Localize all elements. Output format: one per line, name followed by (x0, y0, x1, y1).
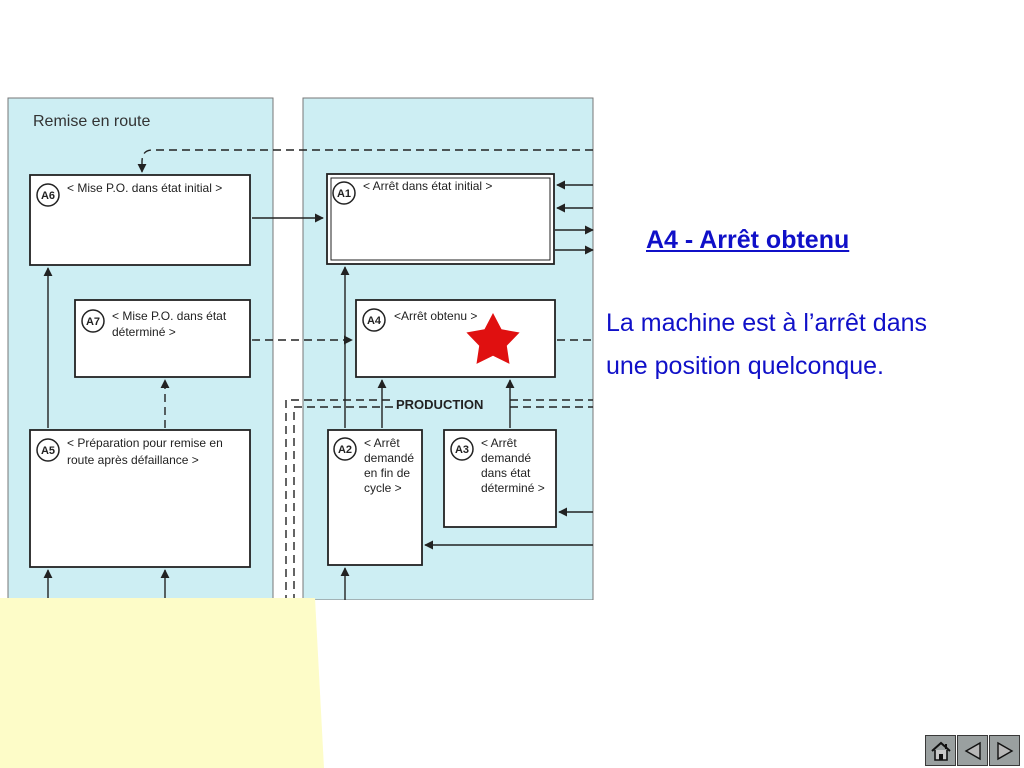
group-title-restart: Remise en route (33, 113, 151, 130)
badge-a6 (37, 184, 59, 206)
svg-text:A7: A7 (85, 316, 101, 328)
next-slide-button[interactable] (989, 735, 1020, 766)
box-a3-label: dans état (481, 466, 531, 480)
box-a6-label: < Mise P.O. dans état initial > (67, 181, 223, 195)
box-a2-label: cycle > (364, 481, 402, 495)
home-icon (929, 740, 953, 762)
svg-text:A1: A1 (336, 188, 352, 200)
box-a3-label: déterminé > (481, 481, 545, 495)
box-a7-label: < Mise P.O. dans état (112, 309, 227, 323)
badge-a4 (363, 309, 385, 331)
box-a2-label: < Arrêt (364, 436, 400, 450)
badge-a5 (37, 439, 59, 461)
box-a1-label: < Arrêt dans état initial > (363, 179, 493, 193)
box-a7-label: déterminé > (112, 325, 176, 339)
previous-slide-button[interactable] (957, 735, 988, 766)
footer-panel (0, 598, 324, 768)
box-a3-label: < Arrêt (481, 436, 517, 450)
badge-a2 (334, 438, 356, 460)
slide-title: A4 - Arrêt obtenu (646, 226, 850, 254)
badge-a7 (82, 310, 104, 332)
svg-text:A6: A6 (40, 190, 56, 202)
gemma-diagram (0, 0, 600, 600)
box-a5 (30, 430, 250, 567)
svg-text:A3: A3 (454, 444, 470, 456)
box-a3-label: demandé (481, 451, 532, 465)
badge-a3 (451, 438, 473, 460)
triangle-left-icon (962, 740, 984, 762)
box-a5-label: route après défaillance > (67, 453, 199, 467)
slide-navigation (925, 735, 1020, 766)
home-button[interactable] (925, 735, 956, 766)
box-a5-label: < Préparation pour remise en (67, 436, 223, 450)
svg-text:A2: A2 (337, 444, 353, 456)
svg-text:A4: A4 (366, 315, 382, 327)
badge-a1 (333, 182, 355, 204)
box-a4-label: <Arrêt obtenu > (394, 309, 478, 323)
production-label: PRODUCTION (396, 397, 484, 412)
triangle-right-icon (994, 740, 1016, 762)
slide-body-text: La machine est à l’arrêt dans une position quelconque. (606, 309, 928, 380)
svg-text:A5: A5 (40, 445, 56, 457)
box-a2-label: demandé (364, 451, 415, 465)
box-a2-label: en fin de (364, 466, 411, 480)
